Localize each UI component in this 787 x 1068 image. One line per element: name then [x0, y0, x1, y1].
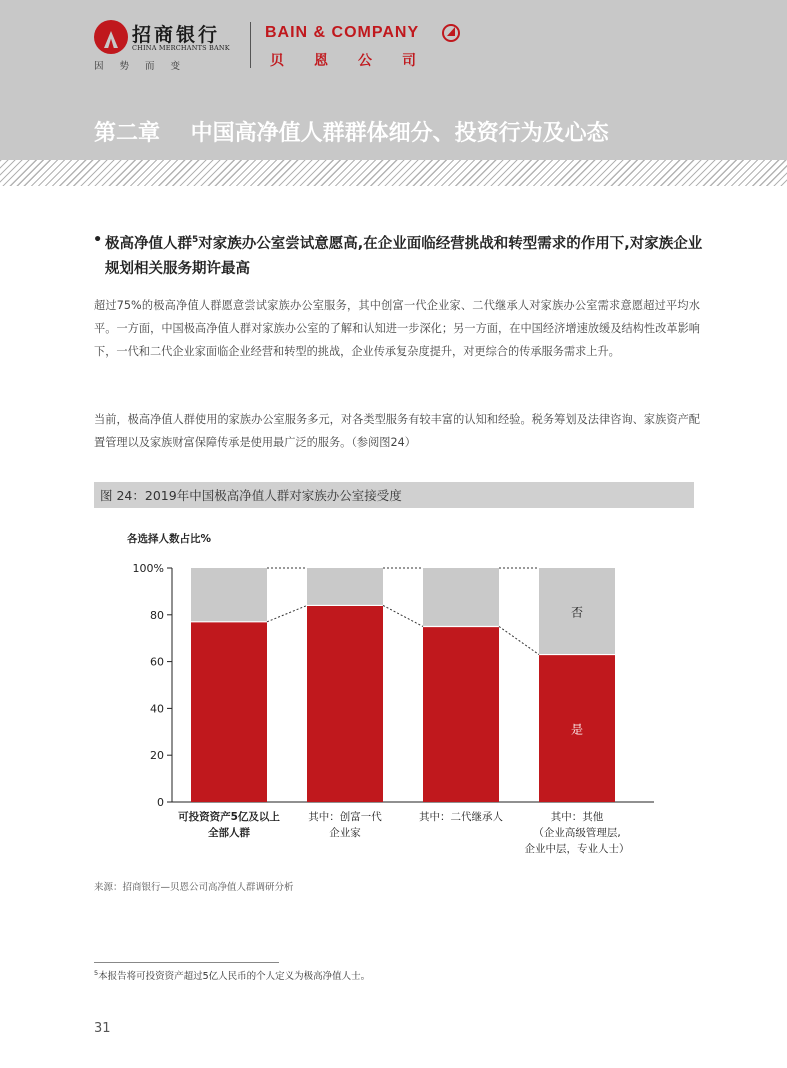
chart-svg	[94, 520, 694, 870]
footnote	[94, 968, 370, 982]
cmb-logo-icon	[94, 20, 128, 54]
bar-segment-yes	[307, 605, 383, 802]
bar-segment-no	[191, 568, 267, 622]
x-category-label: （企业高级管理层,	[533, 827, 621, 839]
footnote-text: 本报告将可投资资产超过5亿人民币的个人定义为极高净值人士。	[98, 971, 371, 982]
y-axis-label: 各选择人数占比%	[126, 533, 212, 545]
series-label-yes: 是	[570, 722, 584, 737]
source-note: 来源：招商银行—贝恩公司高净值人群调研分析	[94, 882, 294, 893]
bain-logo-icon	[442, 24, 460, 42]
body-paragraph-1: 超过75%的极高净值人群愿意尝试家族办公室服务，其中创富一代企业家、二代继承人对家族办公室需求意愿超过平均水平。一方面，中国极高净值人群对家族办公室的了解和认知进一步深化；另一方面，在中国经济增速放缓及结构性改革影响下，一代和二代企业家面临企业经营和转型的挑战，企业传承复杂度提升，对更综合的传承服务需求上升。	[94, 299, 700, 358]
x-category-label: 全部人群	[208, 827, 250, 839]
bullet-heading-text	[93, 228, 703, 282]
cmb-english-name: CHINA MERCHANTS BANK	[132, 44, 230, 52]
x-category-label: 其中：创富一代	[308, 811, 382, 823]
x-category-label: 其中：二代继承人	[419, 811, 503, 823]
chapter-title: 第二章 中国高净值人群群体细分、投资行为及心态	[94, 121, 609, 146]
stacked-bar-chart	[94, 520, 694, 870]
footnote-divider	[94, 962, 279, 963]
connector-yes-line	[383, 605, 423, 626]
bullet-dot-icon: •	[93, 232, 103, 248]
cmb-logo	[94, 18, 254, 72]
figure-title: 图 24：2019年中国极高净值人群对家族办公室接受度	[100, 488, 402, 503]
x-category-label: 企业中层，专业人士）	[524, 843, 630, 855]
page-header	[0, 0, 787, 160]
body-paragraph-2: 当前，极高净值人群使用的家族办公室服务多元，对各类型服务有较丰富的认知和经验。税务筹划及法律咨询、家族资产配置管理以及家族财富保障传承是使用最广泛的服务。（参阅图24）	[94, 413, 700, 449]
y-tick-label: 40	[150, 702, 164, 716]
bain-english-name: BAIN & COMPANY	[265, 24, 420, 41]
bar-segment-yes	[423, 627, 499, 803]
y-tick-label: 20	[150, 749, 164, 763]
x-category-label: 企业家	[329, 827, 361, 839]
y-tick-label: 80	[150, 608, 164, 622]
x-category-label: 其中：其他	[550, 811, 604, 823]
bar-segment-yes	[191, 622, 267, 802]
bar-segment-no	[423, 568, 499, 627]
y-tick-label: 100%	[132, 562, 164, 575]
cmb-name: 招商银行	[132, 24, 221, 46]
bain-chinese-name: 贝恩公司	[270, 53, 446, 69]
footnote-ref: 5	[192, 235, 199, 245]
y-tick-label: 0	[157, 796, 164, 809]
logo-divider	[250, 22, 251, 68]
bullet-heading-prefix: 极高净值人群	[105, 236, 192, 252]
series-label-no: 否	[570, 605, 584, 620]
connector-yes-line	[499, 627, 539, 655]
header-hatch-band	[0, 160, 787, 186]
x-category-label: 可投资资产5亿及以上	[178, 811, 280, 823]
bullet-heading-rest: 对家族办公室尝试意愿高,在企业面临经营挑战和转型需求的作用下,对家族企业规划相关服务期许最高	[105, 236, 703, 277]
cmb-slogan: 因势而变	[94, 61, 197, 72]
section-bullet-heading	[93, 228, 703, 282]
bar-segment-no	[307, 568, 383, 605]
connector-yes-line	[267, 605, 307, 621]
figure-title-bar	[94, 482, 694, 508]
page-number: 31	[94, 1021, 111, 1036]
footnote-number: 5	[94, 969, 99, 977]
y-tick-label: 60	[150, 655, 164, 669]
